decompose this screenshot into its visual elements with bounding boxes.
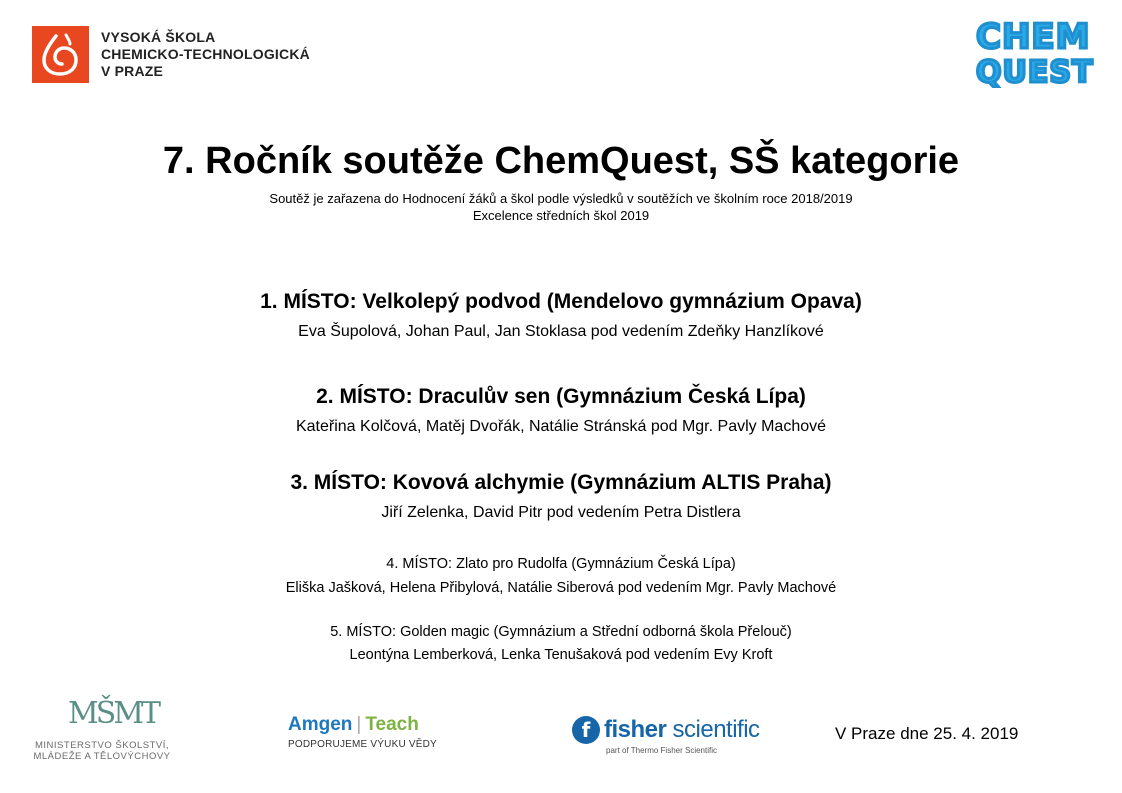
page-title: 7. Ročník soutěže ChemQuest, SŠ kategorie: [162, 140, 960, 182]
amgen-separator: |: [356, 714, 362, 735]
chemquest-logo: [970, 14, 1094, 94]
amgen-name: Amgen: [288, 714, 353, 735]
fisher-brand-bold: fisher: [604, 716, 667, 743]
fisher-scientific-logo: [572, 716, 760, 755]
fisher-tagline: part of Thermo Fisher Scientific: [606, 746, 718, 755]
amgen-tagline: PODPORUJEME VÝUKU VĚDY: [288, 739, 437, 750]
subtitle-line1: Soutěž je zařazena do Hodnocení žáků a škol podle výsledků v soutěžích ve školním roce 2018/2019: [269, 191, 853, 206]
place-3-heading: 3. MÍSTO: Kovová alchymie (Gymnázium ALTIS Praha): [290, 471, 832, 494]
msmt-logo-text: [32, 740, 172, 762]
fisher-f-icon: f: [572, 716, 600, 744]
place-4-members: Eliška Jašková, Helena Přibylová, Natálie Siberová pod vedením Mgr. Pavly Machové: [285, 580, 837, 596]
place-2-members: Kateřina Kolčová, Matěj Dvořák, Natálie Stránská pod Mgr. Pavly Machové: [295, 418, 827, 435]
date-text: V Praze dne 25. 4. 2019: [835, 724, 1019, 743]
msmt-line2: MLÁDEŽE A TĚLOVÝCHOVY: [33, 751, 171, 762]
msmt-logo: [32, 690, 172, 765]
place-2-heading: 2. MÍSTO: Draculův sen (Gymnázium Česká Lípa): [316, 385, 806, 408]
school-name-line2: CHEMICKO-TECHNOLOGICKÁ: [101, 46, 310, 62]
drop-icon: [32, 26, 89, 83]
subtitle-line2: Excelence středních škol 2019: [472, 208, 650, 223]
place-1-members: Eva Šupolová, Johan Paul, Jan Stoklasa pod vedením Zdeňky Hanzlíkové: [298, 323, 824, 340]
school-name-line3: V PRAZE: [101, 63, 164, 79]
chemquest-logo-line2: QUEST: [976, 55, 1094, 90]
school-logo: [32, 26, 310, 83]
amgen-teach: Teach: [365, 714, 419, 735]
msmt-line1: MINISTERSTVO ŠKOLSTVÍ,: [35, 740, 169, 751]
place-1-heading: 1. MÍSTO: Velkolepý podvod (Mendelovo gymnázium Opava): [260, 290, 862, 313]
place-5-members: Leontýna Lemberková, Lenka Tenušaková pod vedením Evy Kroft: [349, 647, 773, 663]
fisher-brand-rest: scientific: [666, 716, 760, 743]
place-5-heading: 5. MÍSTO: Golden magic (Gymnázium a Střední odborná škola Přelouč): [330, 624, 792, 640]
amgen-teach-logo: [288, 714, 437, 750]
school-name: [101, 29, 310, 80]
chemquest-logo-line1: CHEM: [976, 17, 1091, 57]
school-name-line1: VYSOKÁ ŠKOLA: [101, 29, 216, 45]
msmt-logo-mark: MŠMT: [68, 696, 158, 731]
place-3-members: Jiří Zelenka, David Pitr pod vedením Petra Distlera: [381, 504, 741, 521]
place-4-heading: 4. MÍSTO: Zlato pro Rudolfa (Gymnázium Česká Lípa): [386, 556, 736, 572]
school-logo-mark: [32, 26, 89, 83]
fisher-brand: [604, 716, 760, 744]
